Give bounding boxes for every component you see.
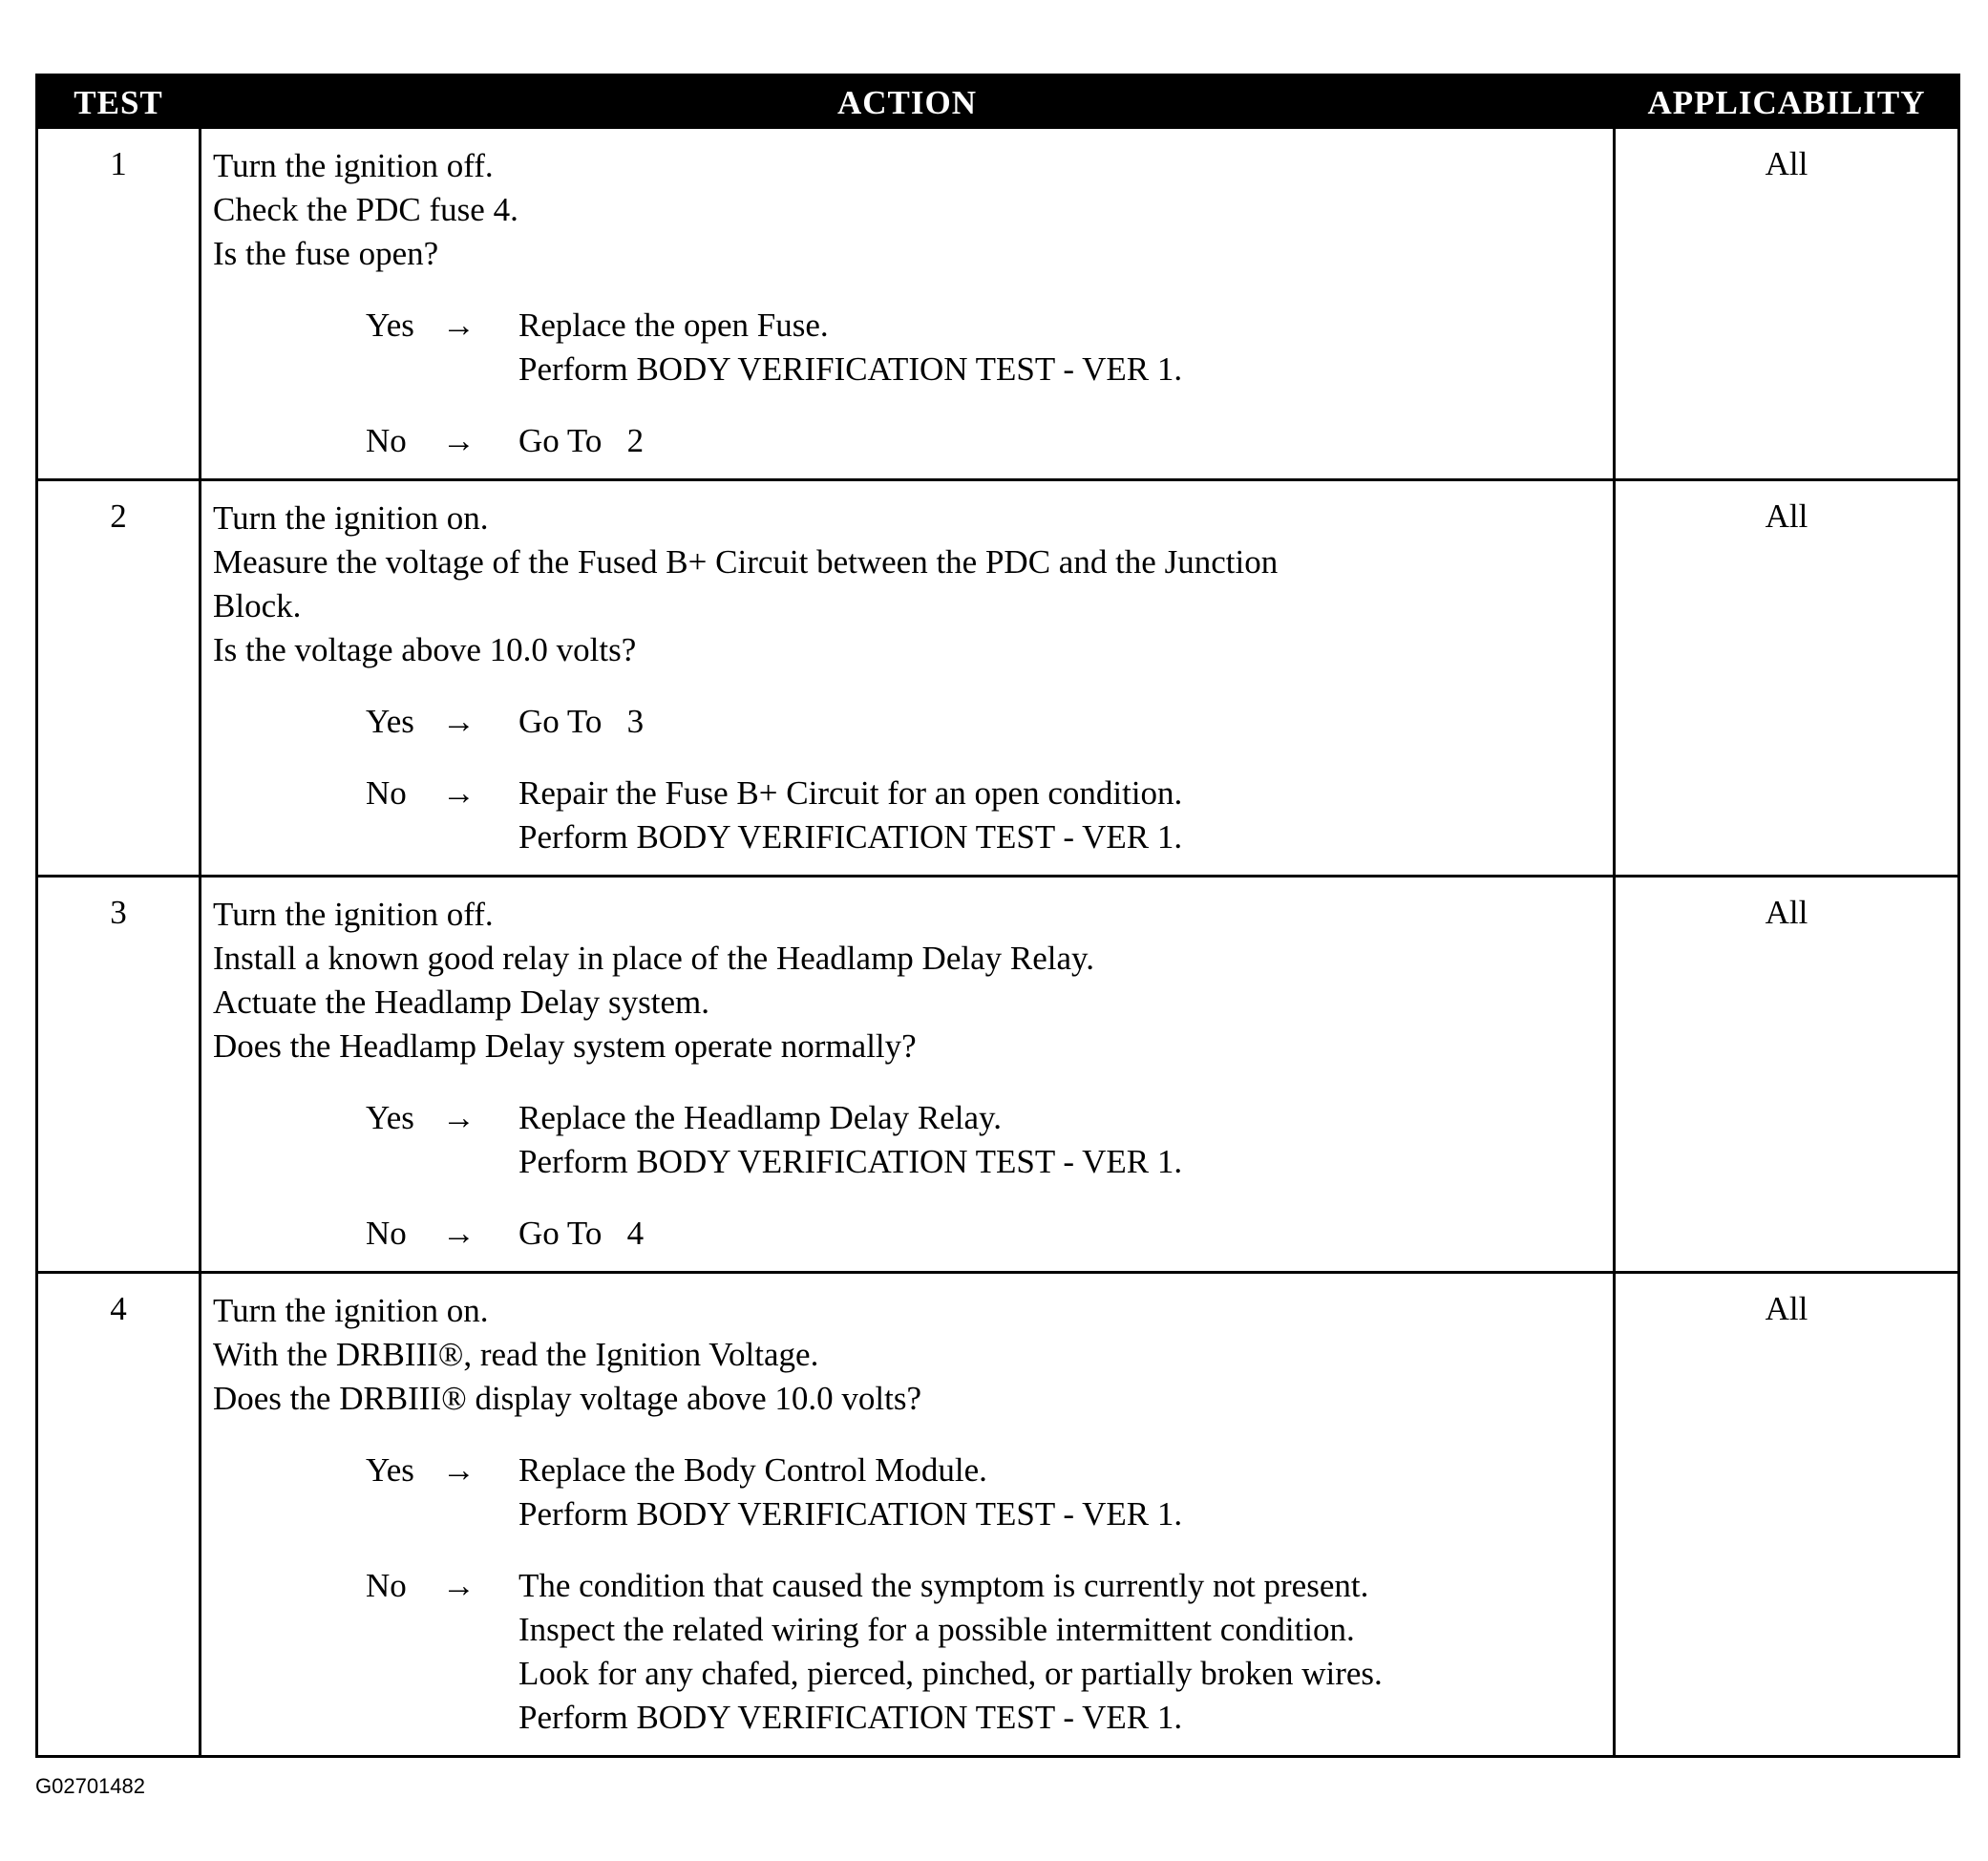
arrow-right-icon: → [442,1451,476,1489]
instruction-line: Perform BODY VERIFICATION TEST - VER 1. [518,818,1183,856]
arrow-right-icon: → [442,422,476,459]
test-row [38,478,1957,875]
action-step: Measure the voltage of the Fused B+ Circuit between the PDC and the Junction [213,543,1279,581]
action-step: Is the voltage above 10.0 volts? [213,631,637,668]
test-number: 1 [110,145,127,182]
arrow-right-icon: → [442,774,476,812]
action-step: Turn the ignition off. [213,147,494,184]
instruction-line: Go To 3 [518,703,645,740]
test-row [38,1271,1957,1755]
yes-label: Yes [366,703,414,740]
no-label: No [366,422,407,459]
test-action [199,878,1616,1271]
no-outcome [366,1564,1601,1740]
yes-instructions [518,304,1601,391]
header-test: TEST [74,83,163,121]
no-label: No [366,774,407,812]
no-outcome [366,419,1601,463]
arrow-right-icon: → [442,1567,476,1604]
no-outcome [366,772,1601,859]
instruction-line: Repair the Fuse B+ Circuit for an open condition. [518,774,1183,812]
no-instructions [518,772,1601,859]
instruction-line: Perform BODY VERIFICATION TEST - VER 1. [518,350,1183,388]
test-action [199,1274,1616,1755]
test-applicability: All [1765,497,1808,535]
instruction-line: Look for any chafed, pierced, pinched, or partially broken wires. [518,1655,1383,1692]
yes-instructions [518,1096,1601,1184]
arrow-right-icon: → [442,703,476,740]
no-instructions [518,1212,1601,1256]
yes-outcome [366,1449,1601,1536]
arrow-right-icon: → [442,1099,476,1136]
action-step: Turn the ignition on. [213,1292,489,1329]
instruction-line: Replace the Headlamp Delay Relay. [518,1099,1002,1136]
instruction-line: The condition that caused the symptom is currently not present. [518,1567,1369,1604]
figure-id: G02701482 [35,1774,145,1798]
action-step: Turn the ignition off. [213,896,494,933]
action-step: Does the Headlamp Delay system operate normally? [213,1027,917,1065]
arrow-right-icon: → [442,1215,476,1252]
diagnostic-table [35,74,1960,1758]
no-label: No [366,1567,407,1604]
test-number: 3 [110,894,127,931]
action-step: Block. [213,587,302,624]
header-applicability: APPLICABILITY [1647,83,1926,121]
test-number: 2 [110,497,127,535]
instruction-line: Perform BODY VERIFICATION TEST - VER 1. [518,1143,1183,1180]
no-instructions [518,1564,1601,1740]
table-body [38,129,1957,1755]
test-applicability: All [1765,145,1808,182]
action-step: Turn the ignition on. [213,499,489,537]
instruction-line: Replace the open Fuse. [518,307,829,344]
test-action [199,129,1616,478]
no-label: No [366,1215,407,1252]
yes-label: Yes [366,307,414,344]
test-applicability: All [1765,894,1808,931]
yes-instructions [518,1449,1601,1536]
test-action [199,481,1616,875]
test-applicability: All [1765,1290,1808,1327]
action-step: Actuate the Headlamp Delay system. [213,983,709,1021]
yes-label: Yes [366,1451,414,1489]
no-outcome [366,1212,1601,1256]
table-header [38,76,1957,129]
action-step: Check the PDC fuse 4. [213,191,518,228]
test-number: 4 [110,1290,127,1327]
action-step: Does the DRBIII® display voltage above 10.0 volts? [213,1380,922,1417]
action-step: Install a known good relay in place of the Headlamp Delay Relay. [213,940,1094,977]
yes-label: Yes [366,1099,414,1136]
test-row [38,875,1957,1271]
test-row [38,129,1957,478]
yes-instructions [518,700,1601,744]
no-instructions [518,419,1601,463]
arrow-right-icon: → [442,307,476,344]
instruction-line: Perform BODY VERIFICATION TEST - VER 1. [518,1699,1183,1736]
header-action: ACTION [836,83,978,121]
action-step: Is the fuse open? [213,235,439,272]
instruction-line: Go To 4 [518,1215,645,1252]
instruction-line: Replace the Body Control Module. [518,1451,987,1489]
yes-outcome [366,700,1601,744]
instruction-line: Inspect the related wiring for a possible intermittent condition. [518,1611,1355,1648]
action-step: With the DRBIII®, read the Ignition Voltage. [213,1336,819,1373]
yes-outcome [366,1096,1601,1184]
instruction-line: Go To 2 [518,422,645,459]
yes-outcome [366,304,1601,391]
instruction-line: Perform BODY VERIFICATION TEST - VER 1. [518,1495,1183,1533]
